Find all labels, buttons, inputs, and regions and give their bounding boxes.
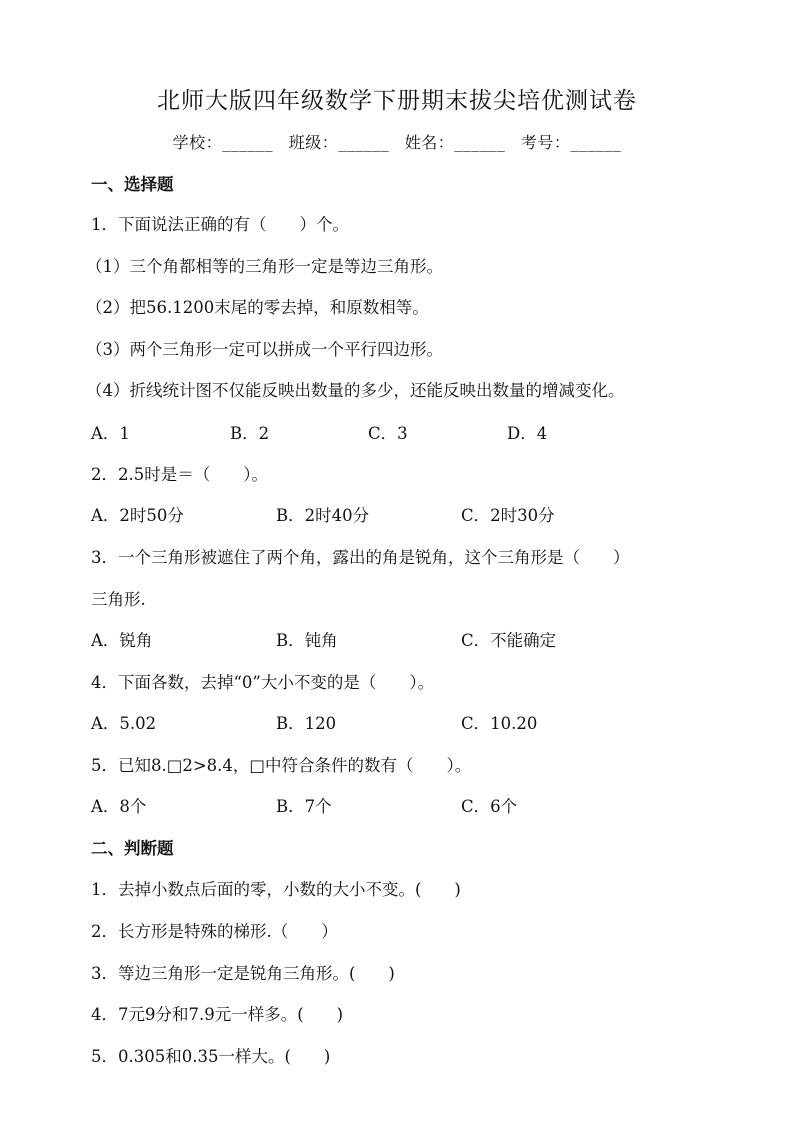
question-1-item-4: （4）折线统计图不仅能反映出数量的多少，还能反映出数量的增减变化。 xyxy=(86,381,625,400)
option-c[interactable]: C．2时30分 xyxy=(461,506,555,525)
option-a[interactable]: A．8个 xyxy=(91,797,147,816)
section-heading-true-false: 二、判断题 xyxy=(91,839,174,858)
section-heading-choice: 一、选择题 xyxy=(91,175,174,194)
question-1-item-2: （2）把56.1200末尾的零去掉，和原数相等。 xyxy=(86,298,429,317)
option-b[interactable]: B．钝角 xyxy=(276,631,338,650)
option-c[interactable]: C．6个 xyxy=(461,797,518,816)
option-a[interactable]: A．锐角 xyxy=(91,631,153,650)
class-field[interactable]: 班级：______ xyxy=(288,133,390,152)
judgment-item-2: 2．长方形是特殊的梯形.（ ） xyxy=(91,922,338,941)
question-2-stem: 2．2.5时是＝（ ）。 xyxy=(91,465,268,484)
question-4-stem: 4．下面各数，去掉“0”大小不变的是（ ）。 xyxy=(91,673,435,692)
option-c[interactable]: C．10.20 xyxy=(461,714,538,733)
option-b[interactable]: B．2 xyxy=(230,424,270,443)
question-3-stem-continued: 三角形. xyxy=(91,590,146,609)
judgment-item-4: 4．7元9分和7.9元一样多。( ) xyxy=(91,1005,344,1024)
judgment-item-5: 5．0.305和0.35一样大。( ) xyxy=(91,1047,331,1066)
option-d[interactable]: D．4 xyxy=(507,424,548,443)
exam-number-field[interactable]: 考号：______ xyxy=(520,133,622,152)
option-c[interactable]: C．不能确定 xyxy=(461,631,557,650)
name-field[interactable]: 姓名：______ xyxy=(404,133,506,152)
option-a[interactable]: A．1 xyxy=(91,424,130,443)
judgment-item-1: 1．去掉小数点后面的零，小数的大小不变。( ) xyxy=(91,880,461,899)
question-1-item-1: （1）三个角都相等的三角形一定是等边三角形。 xyxy=(86,257,443,276)
option-a[interactable]: A．2时50分 xyxy=(91,506,184,525)
student-info-line xyxy=(0,130,794,153)
page-title: 北师大版四年级数学下册期末拔尖培优测试卷 xyxy=(157,88,637,114)
question-1-item-3: （3）两个三角形一定可以拼成一个平行四边形。 xyxy=(86,340,443,359)
question-1-stem: 1．下面说法正确的有（ ）个。 xyxy=(91,215,349,234)
judgment-item-3: 3．等边三角形一定是锐角三角形。( ) xyxy=(91,964,395,983)
option-b[interactable]: B．120 xyxy=(276,714,337,733)
option-a[interactable]: A．5.02 xyxy=(91,714,157,733)
option-c[interactable]: C．3 xyxy=(368,424,408,443)
question-5-stem: 5．已知8.□2>8.4，□中符合条件的数有（ ）。 xyxy=(91,756,472,775)
question-3-stem: 3．一个三角形被遮住了两个角，露出的角是锐角，这个三角形是（ ） xyxy=(91,548,630,567)
option-b[interactable]: B．7个 xyxy=(276,797,332,816)
school-field[interactable]: 学校：______ xyxy=(172,133,274,152)
option-b[interactable]: B．2时40分 xyxy=(276,506,370,525)
